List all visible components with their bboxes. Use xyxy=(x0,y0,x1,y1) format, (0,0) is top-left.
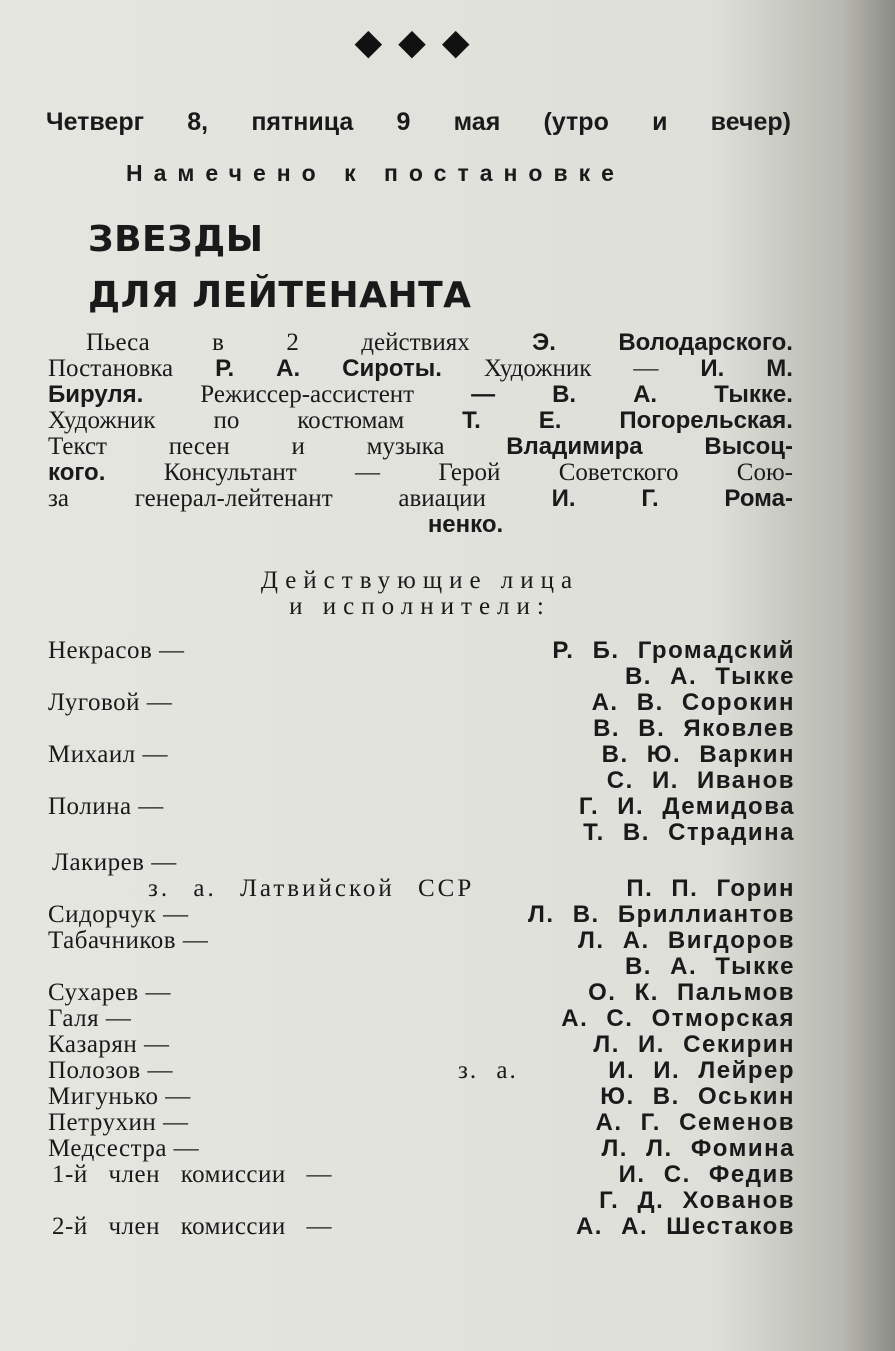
credits-line: Пьеса в 2 действиях Э. Володарского. xyxy=(86,329,793,356)
actor-name: Т. В. Страдина xyxy=(583,819,795,846)
actor-name: А. Г. Семенов xyxy=(595,1109,795,1136)
play-title xyxy=(88,212,472,324)
actor-name: Л. Л. Фомина xyxy=(601,1135,795,1162)
credits-line: кого. Консультант — Герой Советского Сою- xyxy=(48,459,793,486)
cast-row xyxy=(48,954,795,980)
role-name: Сухарев — xyxy=(48,979,171,1006)
credits-line: Постановка Р. А. Сироты. Художник — И. М. xyxy=(48,355,793,382)
cast-row xyxy=(48,1214,795,1240)
credits-line: Художник по костюмам Т. Е. Погорельская. xyxy=(48,407,793,434)
actor-name: О. К. Пальмов xyxy=(588,979,795,1006)
role-name: Петрухин — xyxy=(48,1109,189,1136)
cast-row xyxy=(48,768,795,794)
actor-name: Р. Б. Громадский xyxy=(552,637,795,664)
credits-line: за генерал-лейтенант авиации И. Г. Рома- xyxy=(48,485,793,512)
actor-name: И. С. Федив xyxy=(618,1161,795,1188)
title-line-2: ДЛЯ ЛЕЙТЕНАНТА xyxy=(88,275,472,316)
credits-line: Текст песен и музыка Владимира Высоц- xyxy=(48,433,793,460)
credits-line: ненко. xyxy=(427,511,504,538)
credits-paragraph xyxy=(48,330,793,538)
actor-name: Ю. В. Оськин xyxy=(600,1083,795,1110)
cast-row xyxy=(48,1110,795,1136)
cast-row xyxy=(48,850,795,876)
honorary-title: з. а. Латвийской ССР xyxy=(148,875,475,902)
role-name: Табачников — xyxy=(48,927,209,954)
role-name: Полина — xyxy=(48,793,164,820)
role-name: Медсестра — xyxy=(48,1135,200,1162)
cast-row xyxy=(48,716,795,742)
actor-name: В. Ю. Варкин xyxy=(601,741,795,768)
actor-name: Л. А. Вигдоров xyxy=(578,927,795,954)
role-name: Полозов — xyxy=(48,1057,173,1084)
cast-row xyxy=(48,820,795,846)
honorary-title: з. а. xyxy=(458,1057,518,1084)
cast-row xyxy=(48,664,795,690)
cast-row xyxy=(48,876,795,902)
role-name: Некрасов — xyxy=(48,637,185,664)
actor-name: П. П. Горин xyxy=(626,875,795,902)
cast-row xyxy=(48,902,795,928)
cast-row xyxy=(48,742,795,768)
role-name: Михаил — xyxy=(48,741,168,768)
cast-row xyxy=(48,690,795,716)
performance-dates: Четверг 8, пятница 9 мая (утро и вечер) xyxy=(46,108,791,136)
cast-row xyxy=(48,1006,795,1032)
actor-name: В. В. Яковлев xyxy=(593,715,795,742)
cast-row xyxy=(48,1188,795,1214)
actor-name: Г. И. Демидова xyxy=(578,793,795,820)
actor-name: А. В. Сорокин xyxy=(591,689,795,716)
cast-row xyxy=(48,638,795,664)
actor-name: В. А. Тыкке xyxy=(624,663,795,690)
cast-row xyxy=(48,1084,795,1110)
title-line-1: ЗВЕЗДЫ xyxy=(88,219,264,260)
cast-row xyxy=(48,928,795,954)
cast-row xyxy=(48,1162,795,1188)
actor-name: И. И. Лейрер xyxy=(608,1057,795,1084)
actor-name: Л. И. Секирин xyxy=(593,1031,795,1058)
role-name: Сидорчук — xyxy=(48,901,189,928)
actor-name: В. А. Тыкке xyxy=(624,953,795,980)
role-name: Казарян — xyxy=(48,1031,170,1058)
actor-name: С. И. Иванов xyxy=(606,767,795,794)
role-name: Луговой — xyxy=(48,689,173,716)
role-name: Галя — xyxy=(48,1005,132,1032)
planned-heading: Намечено к постановке xyxy=(126,160,625,186)
actor-name: А. С. Отморская xyxy=(561,1005,795,1032)
cast-row xyxy=(48,1136,795,1162)
role-name: Лакирев — xyxy=(52,849,177,876)
role-name: 1-й член комиссии — xyxy=(52,1161,333,1188)
actor-name: Г. Д. Хованов xyxy=(599,1187,795,1214)
cast-heading: Действующие лица и исполнители: xyxy=(260,567,580,620)
cast-row xyxy=(48,1032,795,1058)
credits-line: Бируля. Режиссер-ассистент — В. А. Тыкке. xyxy=(48,381,793,408)
role-name: 2-й член комиссии — xyxy=(52,1213,333,1240)
role-name: Мигунько — xyxy=(48,1083,191,1110)
diamond-ornament: ◆◆◆ xyxy=(354,22,486,63)
cast-row xyxy=(48,980,795,1006)
actor-name: А. А. Шестаков xyxy=(575,1213,795,1240)
actor-name: Л. В. Бриллиантов xyxy=(528,901,795,928)
cast-row xyxy=(48,794,795,820)
cast-row xyxy=(48,1058,795,1084)
